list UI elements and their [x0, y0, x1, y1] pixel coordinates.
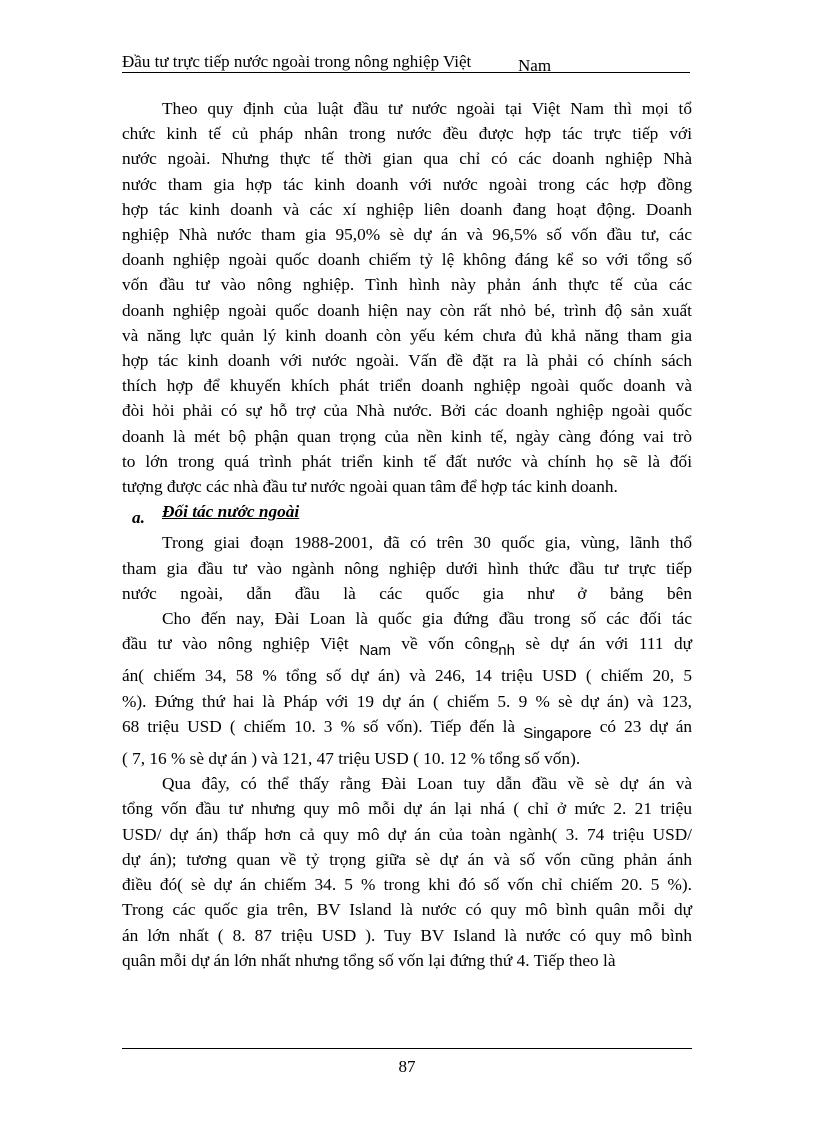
text-line: nước ngoài, dẫn đầu là các quốc gia như ở bảng bên: [122, 583, 692, 603]
text-line: chức kinh tế củ pháp nhân trong nước đều được hợp tác trực tiếp với: [122, 124, 692, 144]
header-title: Đầu tư trực tiếp nước ngoài trong nông nghiệp Việt: [122, 52, 472, 71]
text-line: tổng vốn đầu tư nhưng quy mô mỗi dự án lại nhá ( chỉ ở mức 2. 21 triệu: [122, 799, 692, 819]
page-footer: [122, 1048, 692, 1076]
text-line: [122, 714, 692, 746]
text-line: quân mỗi dự án lớn nhất nhưng tổng số vốn lại đứng thứ 4. Tiếp theo là: [122, 950, 616, 970]
text-line: điều đó( sè dự án chiếm 34. 5 % trong khi đó số vốn chỉ chiếm 20. 5 %).: [122, 875, 692, 895]
section-letter: a.: [132, 508, 145, 528]
text-line: Theo quy định của luật đầu tư nước ngoài tại Việt Nam thì mọi tổ: [162, 99, 692, 118]
text-line: án( chiếm 34, 58 % tổng số dự án) và 246, 14 triệu USD ( chiếm 20, 5: [122, 666, 692, 686]
text-line: doanh nghiệp ngoài quốc doanh chiếm tỷ lệ không đáng kể so với tổng số: [122, 250, 692, 270]
text-line: nghiệp Nhà nước tham gia 95,0% sè dự án và 96,5% số vốn đầu tư, các: [122, 225, 692, 245]
text-segment: 68 triệu USD ( chiếm 10. 3 % số vốn). Tiếp đến là: [122, 716, 516, 736]
text-line: dự án); tương quan về tỷ trọng giữa sè dự án và số vốn cũng phản ánh: [122, 849, 692, 869]
text-segment: có 23 dự án: [599, 716, 692, 736]
text-segment: nh: [498, 642, 515, 660]
text-line: Cho đến nay, Đài Loan là quốc gia đứng đầu trong số các đối tác: [162, 609, 692, 629]
text-line: và năng lực quản lý kinh doanh còn yếu kém chưa đủ khả năng tham gia: [122, 325, 692, 345]
text-line: hợp tác kinh doanh và các xí nghiệp liên doanh đang hoạt động. Doanh: [122, 199, 692, 219]
text-line: đòi hỏi phải có sự hỗ trợ của Nhà nước. Bởi các doanh nghiệp ngoài quốc: [122, 401, 692, 421]
document-body: [122, 96, 692, 973]
text-segment: Nam: [359, 642, 391, 660]
paragraph-1: [122, 96, 692, 499]
text-line: tượng được các nhà đầu tư nước ngoài quan tâm để hợp tác kinh doanh.: [122, 477, 618, 497]
text-line: to lớn trong quá trình phát triển kinh tế đất nước và chính họ sẽ là đối: [122, 451, 692, 471]
text-segment: Singapore: [523, 724, 592, 742]
section-title: Đối tác nước ngoài: [162, 502, 300, 522]
page-header: [122, 46, 690, 73]
text-line: hợp tác kinh doanh với nước ngoài. Vấn đề đặt ra là phải có chính sách: [122, 351, 692, 371]
text-line: Trong giai đoạn 1988-2001, đã có trên 30 quốc gia, vùng, lãnh thổ: [162, 533, 692, 553]
paragraph-3: [122, 606, 692, 771]
text-line: doanh nghiệp ngoài quốc doanh hiện nay còn rất nhỏ bé, trình độ sản xuất: [122, 300, 692, 320]
text-line: thích hợp để khuyến khích phát triển doanh nghiệp ngoài quốc doanh và: [122, 376, 692, 396]
text-line: doanh là mét bộ phận quan trọng của nền kinh tế, ngày càng đóng vai trò: [122, 426, 692, 446]
text-line: án lớn nhất ( 8. 87 triệu USD ). Tuy BV Island là nước có quy mô bình: [122, 925, 692, 945]
text-line: vốn đầu tư vào nông nghiệp. Tình hình này phản ánh thực tế của các: [122, 275, 692, 295]
paragraph-4: [122, 771, 692, 973]
text-line: nước ngoài. Nhưng thực tế thời gian qua chỉ có các doanh nghiệp Nhà: [122, 149, 692, 169]
text-segment: về vốn công: [401, 634, 499, 654]
text-line: ( 7, 16 % sè dự án ) và 121, 47 triệu USD ( 10. 12 % tổng số vốn).: [122, 749, 581, 769]
text-segment: đầu tư vào nông nghiệp Việt: [122, 634, 349, 654]
page-number: 87: [398, 1057, 416, 1076]
text-line: [122, 631, 692, 663]
header-title-tail: Nam: [518, 56, 552, 75]
text-line: Trong các quốc gia trên, BV Island là nước có quy mô bình quân mỗi dự: [122, 900, 692, 920]
text-line: nước tham gia hợp tác kinh doanh với nước ngoài trong các hợp đồng: [122, 174, 692, 194]
paragraph-2: [122, 530, 692, 606]
text-line: %). Đứng thứ hai là Pháp với 19 dự án ( chiếm 5. 9 % sè dự án) và 123,: [122, 691, 692, 711]
text-line: Qua đây, có thể thấy rằng Đài Loan tuy dẫn đầu về sè dự án và: [162, 774, 692, 794]
text-line: tham gia đầu tư vào ngành nông nghiệp dưới hình thức đầu tư trực tiếp: [122, 558, 692, 578]
section-heading-a: [122, 499, 692, 530]
text-line: USD/ dự án) thấp hơn cả quy mô dự án của toàn ngành( 3. 74 triệu USD/: [122, 824, 692, 844]
text-segment: sè dự án với 111 dự: [525, 634, 693, 654]
